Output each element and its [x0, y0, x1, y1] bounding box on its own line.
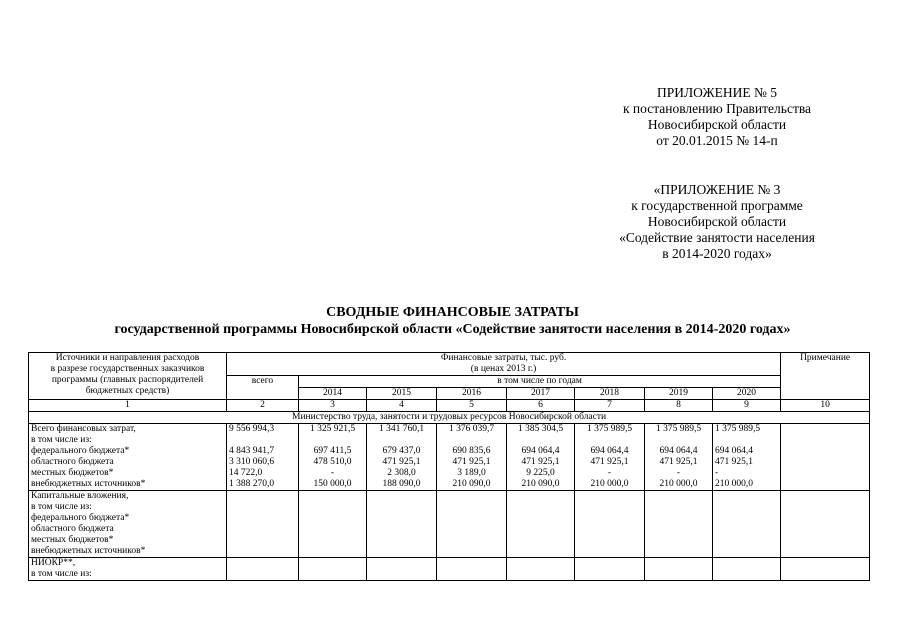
- annex-program-header: [592, 182, 842, 262]
- value: [369, 435, 434, 446]
- row-label: Всего финансовых затрат,: [31, 424, 136, 434]
- value: [301, 435, 364, 446]
- column-number-row: [29, 400, 870, 412]
- value: [439, 435, 504, 446]
- value: -: [676, 468, 681, 478]
- row-label: местных бюджетов*: [31, 535, 114, 545]
- header-text: Финансовые затраты, тыс. руб.: [440, 353, 567, 363]
- header-finance-cell: [227, 353, 781, 376]
- value: 210 090,0: [452, 479, 491, 489]
- row-label: в том числе из:: [31, 435, 92, 445]
- ministry-cell: Министерство труда, занятости и трудовых ресурсов Новосибирской области: [29, 412, 870, 424]
- value: 210 090,0: [521, 479, 560, 489]
- annex-main-line: от 20.01.2015 № 14-п: [656, 133, 778, 148]
- empty-value-cell: [367, 558, 437, 581]
- value: 471 925,1: [452, 457, 491, 467]
- value: 9 556 994,3: [229, 424, 275, 434]
- empty-value-cell: [713, 558, 781, 581]
- value: [229, 435, 296, 446]
- column-number-cell: 1: [29, 400, 227, 412]
- value: 3 310 060,6: [229, 457, 275, 467]
- column-number-cell: 9: [713, 400, 781, 412]
- column-number-cell: 7: [575, 400, 645, 412]
- values-2015-cell: [367, 424, 437, 491]
- row-label: областного бюджета: [31, 457, 114, 467]
- row-labels-cell: [29, 491, 227, 558]
- empty-value-cell: [645, 491, 713, 558]
- value: 1 375 989,5: [715, 424, 761, 434]
- header-source-cell: [29, 353, 227, 400]
- header-year-cell: 2020: [713, 388, 781, 400]
- empty-value-cell: [227, 558, 299, 581]
- empty-value-cell: [713, 491, 781, 558]
- header-year-cell: 2019: [645, 388, 713, 400]
- value: 471 925,1: [521, 457, 560, 467]
- values-total-cell: [227, 424, 299, 491]
- header-total-cell: всего: [227, 376, 299, 400]
- value: 471 925,1: [590, 457, 629, 467]
- empty-value-cell: [507, 491, 575, 558]
- value: 1 375 989,5: [655, 424, 702, 434]
- note-cell: [781, 491, 870, 558]
- empty-value-cell: [575, 491, 645, 558]
- values-2014-cell: [299, 424, 367, 491]
- row-label: федерального бюджета*: [31, 513, 130, 523]
- annex-main-header: [592, 85, 842, 149]
- header-by-years-cell: в том числе по годам: [299, 376, 781, 388]
- value: 210 000,0: [659, 479, 698, 489]
- table-row-total-costs: [29, 424, 870, 491]
- annex-main-line: к постановлению Правительства: [622, 101, 812, 116]
- empty-value-cell: [299, 558, 367, 581]
- value: 690 835,6: [452, 446, 491, 456]
- column-number-cell: 4: [367, 400, 437, 412]
- value: 1 376 039,7: [448, 424, 495, 434]
- ministry-row: [29, 412, 870, 424]
- row-label: местных бюджетов*: [31, 468, 114, 478]
- row-label: в том числе из:: [31, 502, 92, 512]
- row-labels-cell: [29, 558, 227, 581]
- value: 694 064,4: [521, 446, 560, 456]
- header-text: Источники и направления расходов: [55, 353, 200, 363]
- value: [577, 435, 642, 446]
- empty-value-cell: [645, 558, 713, 581]
- empty-value-cell: [507, 558, 575, 581]
- row-label: НИОКР**,: [31, 558, 76, 568]
- annex-program-line: к государственной программе: [631, 198, 803, 213]
- value: 210 000,0: [715, 479, 753, 489]
- header-text: бюджетных средств): [85, 386, 170, 396]
- document-title: [0, 304, 905, 338]
- note-cell: [781, 558, 870, 581]
- values-2016-cell: [437, 424, 507, 491]
- header-year-cell: 2018: [575, 388, 645, 400]
- header-year-cell: 2014: [299, 388, 367, 400]
- header-year-cell: 2017: [507, 388, 575, 400]
- value: 2 308,0: [387, 468, 416, 478]
- value: 3 189,0: [457, 468, 486, 478]
- value: 210 000,0: [590, 479, 629, 489]
- value: [715, 435, 778, 446]
- empty-value-cell: [575, 558, 645, 581]
- values-2019-cell: [645, 424, 713, 491]
- column-number-cell: 6: [507, 400, 575, 412]
- column-number-cell: 2: [227, 400, 299, 412]
- annex-main-line: ПРИЛОЖЕНИЕ № 5: [656, 85, 778, 100]
- header-year-cell: 2016: [437, 388, 507, 400]
- row-label: внебюджетных источников*: [31, 546, 146, 556]
- column-number-cell: 5: [437, 400, 507, 412]
- row-labels-cell: [29, 424, 227, 491]
- note-cell: [781, 424, 870, 491]
- row-label: Капитальные вложения,: [31, 491, 129, 501]
- empty-value-cell: [227, 491, 299, 558]
- annex-program-line: «Содействие занятости населения: [619, 230, 815, 245]
- header-text: программы (главных распорядителей: [51, 375, 204, 385]
- value: 4 843 941,7: [229, 446, 275, 456]
- empty-value-cell: [437, 491, 507, 558]
- value: -: [607, 468, 612, 478]
- empty-value-cell: [299, 491, 367, 558]
- row-label: в том числе из:: [31, 569, 92, 579]
- value: 697 411,5: [313, 446, 352, 456]
- value: -: [330, 468, 335, 478]
- annex-program-line: Новосибирской области: [647, 214, 787, 229]
- title-line-2: государственной программы Новосибирской области «Содействие занятости населения в 2014-2020 годах»: [114, 322, 791, 337]
- values-2017-cell: [507, 424, 575, 491]
- value: [509, 435, 572, 446]
- value: 1 388 270,0: [229, 479, 275, 489]
- header-year-cell: 2015: [367, 388, 437, 400]
- value: 188 090,0: [382, 479, 421, 489]
- column-number-cell: 3: [299, 400, 367, 412]
- value: [647, 435, 710, 446]
- value: -: [715, 468, 719, 478]
- value: 478 510,0: [313, 457, 352, 467]
- header-text: (в ценах 2013 г.): [470, 364, 537, 374]
- annex-program-line: «ПРИЛОЖЕНИЕ № 3: [653, 182, 781, 197]
- column-number-cell: 10: [781, 400, 870, 412]
- table-header-row: [29, 353, 870, 376]
- row-label: областного бюджета: [31, 524, 114, 534]
- row-label: внебюджетных источников*: [31, 479, 146, 489]
- value: 694 064,4: [715, 446, 753, 456]
- value: 679 437,0: [382, 446, 421, 456]
- value: 1 341 760,1: [378, 424, 425, 434]
- empty-value-cell: [437, 558, 507, 581]
- annex-program-line: в 2014-2020 годах»: [662, 246, 772, 261]
- value: 14 722,0: [229, 468, 263, 478]
- table-row-rnd: [29, 558, 870, 581]
- header-text: в разрезе государственных заказчиков: [50, 364, 205, 374]
- header-note-cell: Примечание: [781, 353, 870, 400]
- financial-costs-table: [28, 352, 870, 581]
- values-2018-cell: [575, 424, 645, 491]
- value: 694 064,4: [590, 446, 629, 456]
- value: 1 375 989,5: [586, 424, 633, 434]
- row-label: федерального бюджета*: [31, 446, 130, 456]
- value: 694 064,4: [659, 446, 698, 456]
- value: 471 925,1: [659, 457, 698, 467]
- annex-main-line: Новосибирской области: [647, 117, 787, 132]
- value: 150 000,0: [313, 479, 352, 489]
- value: 1 385 304,5: [517, 424, 564, 434]
- value: 1 325 921,5: [309, 424, 356, 434]
- table-row-capital-investments: [29, 491, 870, 558]
- empty-value-cell: [367, 491, 437, 558]
- title-line-1: СВОДНЫЕ ФИНАНСОВЫЕ ЗАТРАТЫ: [326, 305, 579, 320]
- value: 471 925,1: [382, 457, 421, 467]
- values-2020-cell: [713, 424, 781, 491]
- value: 471 925,1: [715, 457, 753, 467]
- value: 9 225,0: [526, 468, 555, 478]
- column-number-cell: 8: [645, 400, 713, 412]
